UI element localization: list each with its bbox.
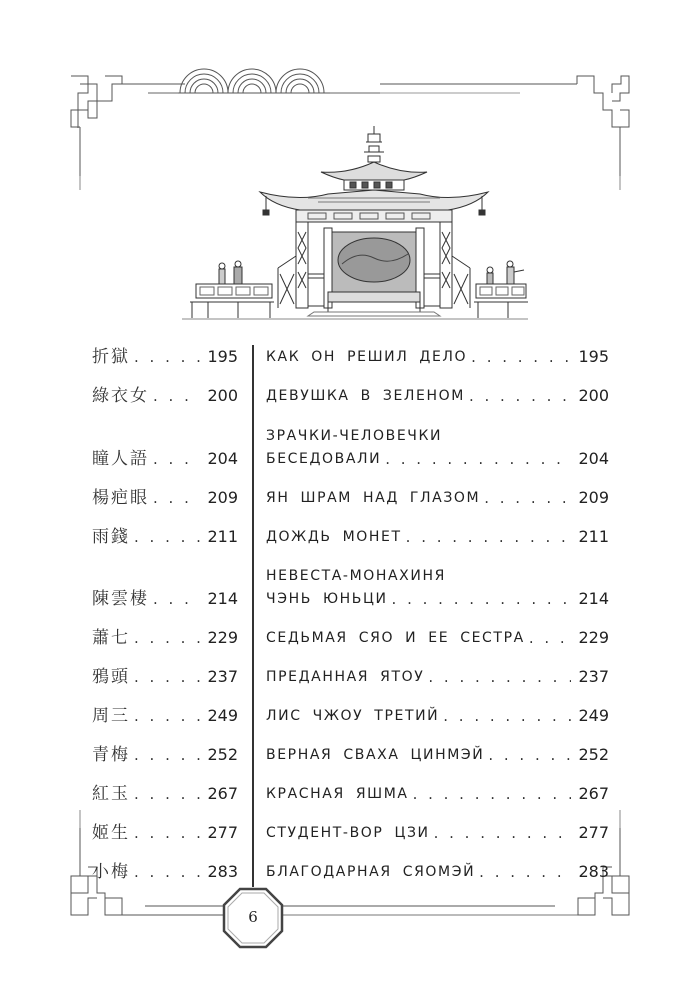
toc-ru-entry-line1[interactable]	[266, 564, 609, 586]
leader-dots	[443, 706, 571, 726]
fret-corner-top-left-icon	[71, 76, 185, 176]
leader-dots	[134, 823, 200, 843]
cn-title: 楊疤眼	[92, 488, 149, 508]
leader-dots	[529, 628, 571, 648]
cn-title: 紅玉	[92, 784, 130, 804]
toc-ru-entry[interactable]	[266, 665, 609, 687]
ru-page-number: 229	[578, 628, 609, 647]
toc-ru-entry[interactable]	[266, 743, 609, 765]
toc-cn-entry[interactable]	[92, 743, 238, 765]
ru-title: КРАСНАЯ ЯШМА	[266, 786, 409, 802]
cn-page-number: 267	[207, 784, 238, 803]
leader-dots	[134, 706, 200, 726]
ru-title: ЛИС ЧЖОУ ТРЕТИЙ	[266, 708, 440, 724]
cn-page-number: 237	[207, 667, 238, 686]
leader-dots	[153, 449, 200, 469]
toc-ru-entry[interactable]	[266, 821, 609, 843]
ru-page-number: 204	[578, 449, 609, 468]
ru-title: ПРЕДАННАЯ ЯТОУ	[266, 669, 425, 685]
leader-dots	[134, 347, 200, 367]
ru-page-number: 277	[578, 823, 609, 842]
arch-ornament-icon	[178, 69, 330, 93]
toc-cn-entry[interactable]	[92, 345, 238, 367]
leader-dots	[134, 667, 200, 687]
ru-page-number: 237	[578, 667, 609, 686]
cn-title: 小梅	[92, 862, 130, 882]
leader-dots	[385, 449, 571, 469]
cn-page-number: 283	[207, 862, 238, 881]
ru-page-number: 283	[578, 862, 609, 881]
column-divider	[252, 345, 254, 887]
toc-ru-entry[interactable]	[266, 626, 609, 648]
leader-dots	[428, 667, 571, 687]
ru-title: БЛАГОДАРНАЯ СЯОМЭЙ	[266, 864, 476, 880]
cn-title: 瞳人語	[92, 449, 149, 469]
cn-page-number: 200	[207, 386, 238, 405]
toc-cn-entry[interactable]	[92, 486, 238, 508]
ru-page-number: 195	[578, 347, 609, 366]
toc-cn-entry[interactable]	[92, 587, 238, 609]
ru-title-line2: ЧЭНЬ ЮНЬЦИ	[266, 591, 388, 607]
cn-page-number: 211	[207, 527, 238, 546]
toc-cn-entry[interactable]	[92, 665, 238, 687]
ru-page-number: 200	[578, 386, 609, 405]
fret-corner-top-right-icon	[577, 76, 629, 176]
leader-dots	[134, 527, 200, 547]
ru-page-number: 249	[578, 706, 609, 725]
leader-dots	[471, 347, 571, 367]
cn-title: 綠衣女	[92, 386, 149, 406]
cn-page-number: 204	[207, 449, 238, 468]
leader-dots	[469, 386, 571, 406]
cn-page-number: 277	[207, 823, 238, 842]
toc-ru-entry[interactable]	[266, 384, 609, 406]
toc-cn-entry[interactable]	[92, 821, 238, 843]
cn-title: 青梅	[92, 745, 130, 765]
toc-cn-entry[interactable]	[92, 860, 238, 882]
ru-title-line2: БЕСЕДОВАЛИ	[266, 451, 382, 467]
toc-cn-entry[interactable]	[92, 525, 238, 547]
ru-page-number: 209	[578, 488, 609, 507]
cn-title: 蕭七	[92, 628, 130, 648]
page-number: 6	[248, 908, 258, 926]
cn-title: 雨錢	[92, 527, 130, 547]
leader-dots	[392, 589, 571, 609]
cn-page-number: 195	[207, 347, 238, 366]
toc-cn-entry[interactable]	[92, 626, 238, 648]
toc-ru-entry[interactable]	[266, 704, 609, 726]
toc-cn-entry[interactable]	[92, 704, 238, 726]
pagoda-illustration	[178, 124, 528, 320]
leader-dots	[134, 862, 200, 882]
ru-page-number: 211	[578, 527, 609, 546]
leader-dots	[488, 745, 571, 765]
leader-dots	[406, 527, 571, 547]
toc-ru-entry[interactable]	[266, 525, 609, 547]
cn-title: 鴉頭	[92, 667, 130, 687]
leader-dots	[134, 784, 200, 804]
ru-title: СЕДЬМАЯ СЯО И ЕЕ СЕСТРА	[266, 630, 525, 646]
toc-ru-entry[interactable]	[266, 782, 609, 804]
ru-title: ЯН ШРАМ НАД ГЛАЗОМ	[266, 490, 481, 506]
ru-page-number: 252	[578, 745, 609, 764]
leader-dots	[153, 488, 200, 508]
ru-title-line1: ЗРАЧКИ-ЧЕЛОВЕЧКИ	[266, 428, 443, 444]
cn-title: 姬生	[92, 823, 130, 843]
toc-cn-entry[interactable]	[92, 782, 238, 804]
toc-ru-entry[interactable]	[266, 587, 609, 609]
ru-title: КАК ОН РЕШИЛ ДЕЛО	[266, 349, 468, 365]
cn-title: 折獄	[92, 347, 130, 367]
toc-ru-entry[interactable]	[266, 486, 609, 508]
leader-dots	[413, 784, 571, 804]
leader-dots	[484, 488, 571, 508]
leader-dots	[134, 628, 200, 648]
ru-title: СТУДЕНТ-ВОР ЦЗИ	[266, 825, 430, 841]
toc-ru-entry-line1[interactable]	[266, 424, 609, 446]
cn-page-number: 209	[207, 488, 238, 507]
toc-cn-entry[interactable]	[92, 384, 238, 406]
toc-ru-entry[interactable]	[266, 447, 609, 469]
ru-title: ДОЖДЬ МОНЕТ	[266, 529, 402, 545]
leader-dots	[134, 745, 200, 765]
cn-title: 周三	[92, 706, 130, 726]
leader-dots	[434, 823, 571, 843]
toc-ru-entry[interactable]	[266, 860, 609, 882]
cn-page-number: 214	[207, 589, 238, 608]
ru-page-number: 214	[578, 589, 609, 608]
leader-dots	[153, 386, 200, 406]
ru-page-number: 267	[578, 784, 609, 803]
ru-title-line1: НЕВЕСТА-МОНАХИНЯ	[266, 568, 446, 584]
toc-ru-entry[interactable]	[266, 345, 609, 367]
leader-dots	[479, 862, 571, 882]
leader-dots	[153, 589, 200, 609]
cn-page-number: 229	[207, 628, 238, 647]
cn-page-number: 252	[207, 745, 238, 764]
cn-page-number: 249	[207, 706, 238, 725]
toc-cn-entry[interactable]	[92, 447, 238, 469]
ru-title: ВЕРНАЯ СВАХА ЦИНМЭЙ	[266, 747, 485, 763]
cn-title: 陳雲棲	[92, 589, 149, 609]
ru-title: ДЕВУШКА В ЗЕЛЕНОМ	[266, 388, 465, 404]
